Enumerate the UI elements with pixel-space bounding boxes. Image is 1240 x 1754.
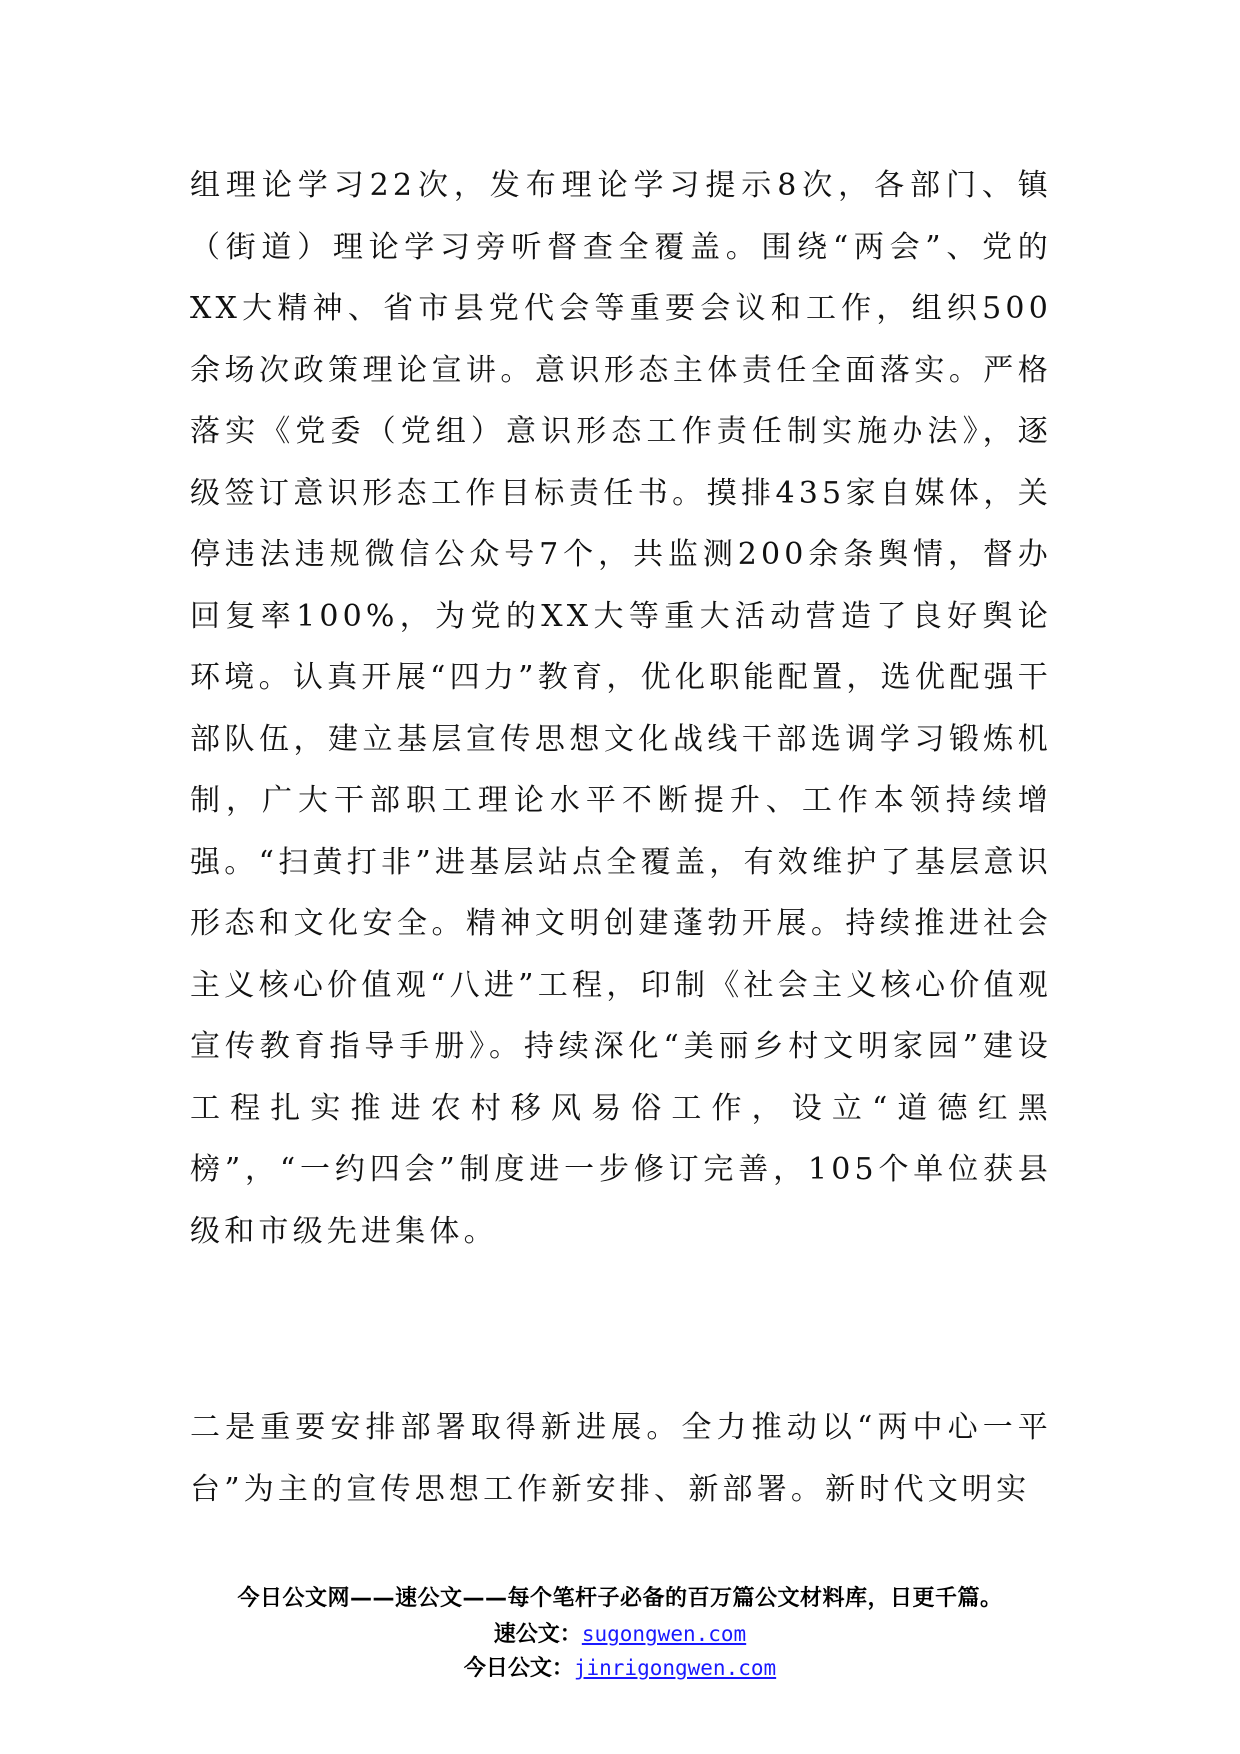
- footer-line-sugongwen: [0, 1617, 1240, 1648]
- footer-line-jinrigongwen: [0, 1651, 1240, 1682]
- footer-label-sugongwen: 速公文：: [493, 1622, 582, 1647]
- body-paragraph-1: 组理论学习22次，发布理论学习提示8次，各部门、镇（街道）理论学习旁听督查全覆盖。围绕“两会”、党的XX大精神、省市县党代会等重要会议和工作，组织500余场次政策理论宣讲。意识形态主体责任全面落实。严格落实《党委（党组）意识形态工作责任制实施办法》，逐级签订意识形态工作目标责任书。摸排435家自媒体，关停违法违规微信公众号7个，共监测200余条舆情，督办回复率100%，为党的XX大等重大活动营造了良好舆论环境。认真开展“四力”教育，优化职能配置，选优配强干部队伍，建立基层宣传思想文化战线干部选调学习锻炼机制，广大干部职工理论水平不断提升、工作本领持续增强。“扫黄打非”进基层站点全覆盖，有效维护了基层意识形态和文化安全。精神文明创建蓬勃开展。持续推进社会主义核心价值观“八进”工程，印制《社会主义核心价值观宣传教育指导手册》。持续深化“美丽乡村文明家园”建设工程扎实推进农村移风易俗工作，设立“道德红黑榜”，“一约四会”制度进一步修订完善，105个单位获县级和市级先进集体。: [190, 168, 1053, 1249]
- body-paragraph-2: 二是重要安排部署取得新进展。全力推动以“两中心一平台”为主的宣传思想工作新安排、新部署。新时代文明实: [190, 1410, 1052, 1507]
- footer-tagline: 今日公文网——速公文——每个笔杆子必备的百万篇公文材料库，日更千篇。: [237, 1586, 1003, 1611]
- jinrigongwen-link[interactable]: jinrigongwen.com: [573, 1656, 777, 1680]
- sugongwen-link[interactable]: sugongwen.com: [581, 1622, 747, 1646]
- footer-label-jinrigongwen: 今日公文：: [463, 1656, 574, 1681]
